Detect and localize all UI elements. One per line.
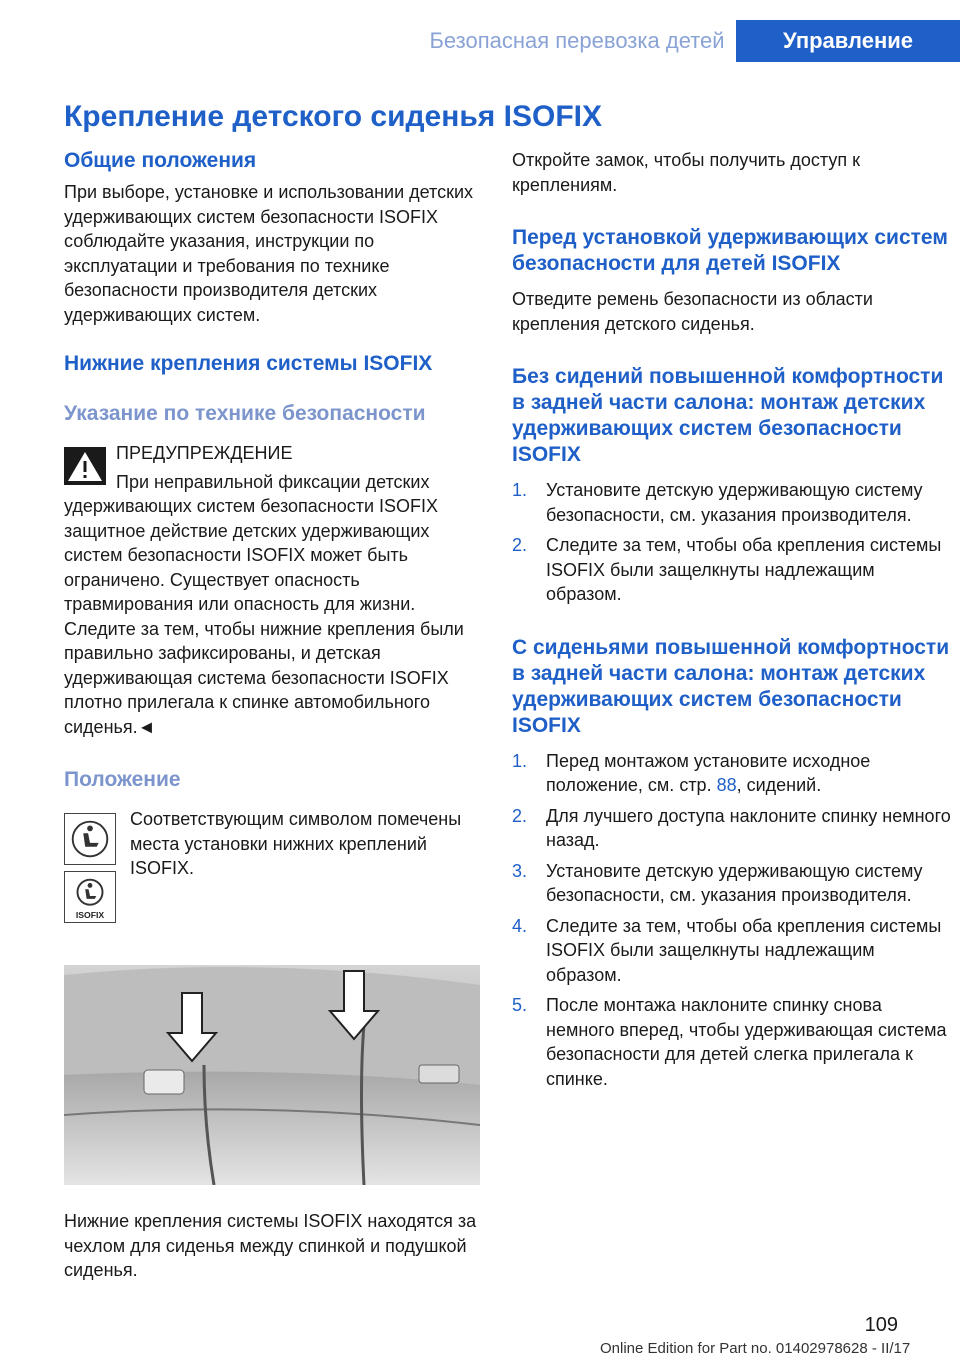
lower-anchors-heading: Нижние крепления системы ISOFIX xyxy=(64,352,433,375)
warning-text: При неправильной фиксации детских удерживающих систем безопасности ISOFIX защитное действие детских удерживающих систем безопасности ISOFIX может быть ограничено. Существует опасность травмирования или опасность для жизни. Следите за тем, чтобы нижние крепления были правильно зафиксированы, и детская удерживающая система безопасности ISOFIX плотно прилегала к спинке автомобильного сиденья.◄ xyxy=(64,471,464,737)
with-steps-list xyxy=(512,749,952,1092)
before-install-heading: Перед установкой удерживающих систем безопасности для детей ISOFIX xyxy=(512,226,948,275)
without-steps-list xyxy=(512,478,952,607)
isofix-symbol-label: ISOFIX xyxy=(75,910,105,921)
warning-block xyxy=(64,441,482,739)
list-item: 3. Установите детскую удерживающую систему безопасности, см. указания производителя. xyxy=(512,860,923,905)
list-item: 1. Перед монтажом установите исходное положение, см. стр. 88, сидений. xyxy=(512,750,871,795)
list-item: 1. Установите детскую удерживающую систему безопасности, см. указания производителя. xyxy=(512,480,923,525)
header-chapter-tab: Управление xyxy=(736,20,960,62)
general-text: При выборе, установке и использовании детских удерживающих систем безопасности ISOFIX соблюдайте указания, инструкции по эксплуатации и требования по технике безопасности производителя детских удерживающих систем. xyxy=(64,182,474,325)
warning-label: ПРЕДУПРЕЖДЕНИЕ xyxy=(116,443,293,463)
intro-text: Откройте замок, чтобы получить доступ к креплениям. xyxy=(512,150,860,195)
list-item: 5. После монтажа наклоните спинку снова немного вперед, чтобы удерживающая система безопасности для детей слегка прилегала к спинке. xyxy=(512,995,947,1089)
general-heading: Общие положения xyxy=(64,149,257,172)
list-item: 2. Следите за тем, чтобы оба крепления системы ISOFIX были защелкнуты надлежащим образом. xyxy=(512,535,942,604)
position-block xyxy=(64,803,482,939)
rear-seat-photo xyxy=(64,965,480,1185)
header-section-tab: Безопасная перевозка детей xyxy=(429,28,725,53)
child-seat-symbol-icon xyxy=(64,813,116,865)
warning-triangle-icon xyxy=(64,447,106,485)
before-install-text: Отведите ремень безопасности из области крепления детского сиденья. xyxy=(512,289,873,334)
position-heading: Положение xyxy=(64,768,181,791)
position-text: Соответствующим символом помечены места установки нижних креплений ISOFIX. xyxy=(130,809,462,878)
left-column xyxy=(64,148,482,1283)
list-item: 4. Следите за тем, чтобы оба крепления системы ISOFIX были защелкнуты надлежащим образом. xyxy=(512,915,942,985)
isofix-symbol-icon xyxy=(64,871,116,923)
without-comfort-seats-heading: Без сидений повышенной комфортности в задней части салона: монтаж детских удерживающих систем безопасности ISOFIX xyxy=(512,365,944,466)
edition-note: Online Edition for Part no. 01402978628 - II/17 xyxy=(600,1340,911,1357)
list-item: 2. Для лучшего доступа наклоните спинку немного назад. xyxy=(512,805,951,850)
page-link[interactable]: 88 xyxy=(716,775,737,795)
right-column xyxy=(512,148,952,1091)
page-title: Крепление детского сиденья ISOFIX xyxy=(64,100,602,133)
page-number: 109 xyxy=(864,1314,898,1336)
with-comfort-seats-heading: С сиденьями повышенной комфортности в задней части салона: монтаж детских удерживающих систем безопасности ISOFIX xyxy=(512,635,950,737)
safety-heading: Указание по технике безопасности xyxy=(64,402,426,425)
photo-caption: Нижние крепления системы ISOFIX находятся за чехлом для сиденья между спинкой и подушкой сиденья. xyxy=(64,1211,477,1280)
